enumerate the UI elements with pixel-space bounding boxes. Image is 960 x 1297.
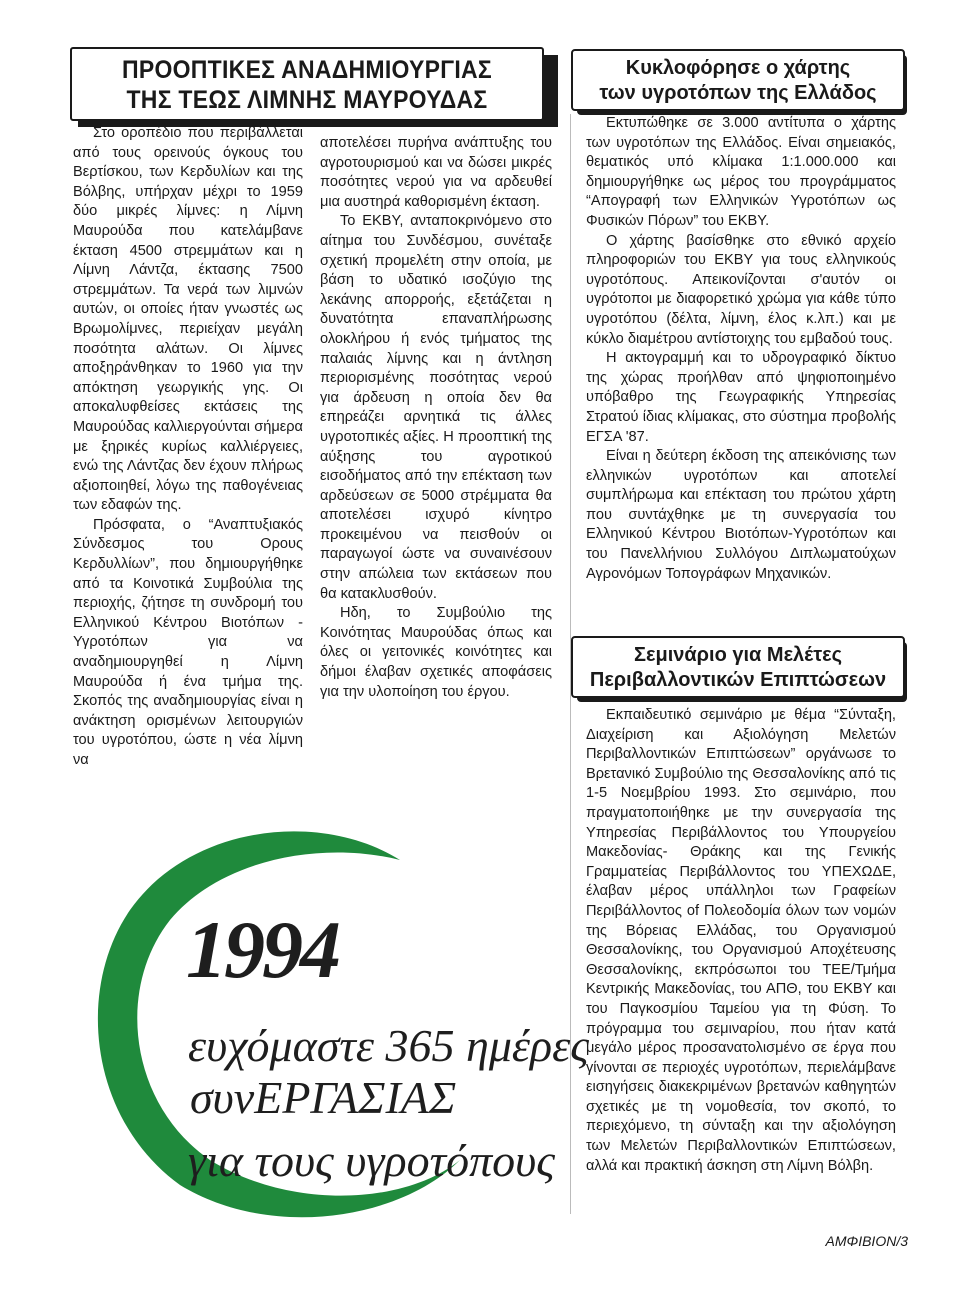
map-news-paragraph: Η ακτογραμμή και το υδρογραφικό δίκτυο της χώρας προήλθαν από ψηφιοποιημένο υπόβαθρο της Γεωγραφικής Υπηρεσίας Στρατού ίδιας κλίμακας, στο σύστημα προβολής ΕΓΣΑ '87. bbox=[586, 350, 896, 445]
article-paragraph: Το ΕΚΒΥ, ανταποκρινόμενο στο αίτημα του Συνδέσμου, συνέταξε σχετική προμελέτη στην οποία, με βάση το υδατικό ισοζύγιο της λεκάνης απορροής, εξετάζεται η δυνατότητα επαναπλήρωσης ολοκλήρου ή ενός τμήματος της παλαιάς λίμνης και η άντληση περιορισμένης ποσότητας νερού για άρδευση η οποία δεν θα επηρεάζει αρνητικά τις άλλες υγροτοπικές αξίες. Η προοπτική της αύξησης του αγροτικού εισοδήματος από την επέκταση των αρδεύσεων σε 5000 στρέμματα θα αποτελέσει ισχυρό κίνητρο προκειμένου να πεισθούν οι παραγωγοί ώστε να συναινέσουν στην απώλεια των εκτάσεων που θα κατακλυσθούν. bbox=[320, 213, 552, 602]
greeting-year: 1994 bbox=[186, 904, 338, 995]
article-paragraph: Στο οροπέδιο που περιβάλλεται από τους ορεινούς όγκους του Βερτίσκου, των Κερδυλίων και της Βόλβης, υπήρχαν μέχρι το 1959 δύο μικρές λίμνες: η Λίμνη Μαυρούδα που κατελάμβανε έκταση 4500 στρεμμάτων και η Λίμνη Λάντζα, έκτασης 7500 στρεμμάτων. Τα νερά των λιμνών αυτών, οι οποίες ήταν γνωστές ως Βρωμολίμνες, περιείχαν μεγάλη ποσότητα αλάτων. Οι λίμνες αποξηράνθηκαν το 1960 για την απόκτηση γεωργικής γης. Οι αποκαλυφθείσες εκτάσεις της Μαυρούδας καλλιεργούνται σήμερα με ξηρικές κυρίως καλλιέργειες, ενώ της Λάντζας δεν έχουν πλήρως αξιοποιηθεί, λόγω της παθογένειας των εδαφών της. bbox=[73, 125, 303, 514]
article-paragraph: αποτελέσει πυρήνα ανάπτυξης του αγροτουρισμού και να δώσει μικρές ποσότητες νερού για να αρδευθεί μια αυστηρά καθορισμένη έκταση. bbox=[320, 135, 552, 210]
greeting-line-1: ευχόμαστε 365 ημέρες bbox=[188, 1020, 589, 1071]
seminar-paragraph: Εκπαιδευτικό σεμινάριο με θέμα “Σύνταξη, Διαχείριση και Αξιολόγηση Μελετών Περιβαλλοντικών Επιπτώσεων” οργάνωσε το Βρετανικό Συμβούλιο της Θεσσαλονίκης από τις 1-5 Νοεμβρίου 1993. Στο σεμινάριο, που πραγματοποιήθηκε με την συνεργασία της Υπηρεσίας Περιβάλλοντος του Υπουργείου Μακεδονίας- Θράκης και της Γενικής Γραμματείας Περιβάλλοντος του ΥΠΕΧΩΔΕ, έλαβαν μέρος υπάλληλοι των Γραφείων Περιβάλλοντος of Πολεοδομία όλων των νομών της Βόρειας Ελλάδας, του Οργανισμού Θεσσαλονίκης, του Οργανισμού Αποχέτευσης Θεσσαλονίκης, εκπρόσωποι του ΤΕΕ/Τμήμα Κεντρικής Μακεδονίας, του ΑΠΘ, του ΕΚΒΥ και του Παγκοσμίου Ταμείου για τη Φύση. Το πρόγραμμα του σεμιναρίου, που ήταν κατά μεγάλο μέρος προσανατολισμένο σε έργα που γίνονται σε περιοχές υγροτόπων, περιελάμβανε εισηγήσεις διακεκριμένων βρετανών καθηγητών σχετικές με τη νομοθεσία, τον σκοπό, το περιεχόμενο, τη σύνταξη και την αξιολόγηση των Μελετών Περιβαλλοντικών Επιπτώσεων, αλλά και πρακτική άσκηση στη Λίμνη Βόλβη. bbox=[586, 707, 896, 1174]
article-title-box bbox=[70, 47, 544, 121]
article-column-2 bbox=[320, 134, 552, 702]
map-news-paragraph: Ο χάρτης βασίσθηκε στο εθνικό αρχείο πληροφοριών του ΕΚΒΥ για τους ελληνικούς υγροτόπους. Απεικονίζονται σ'αυτόν οι υγρότοποι με διαφορετικό χρώμα για κάθε τύπο υγροτόπου (δέλτα, λίμνη, έλος κ.λπ.) και με κύκλο διαμέτρου αντίστοιχης του εμβαδού τους. bbox=[586, 232, 896, 347]
map-news-title-box bbox=[571, 49, 905, 111]
map-news-paragraph: Είναι η δεύτερη έκδοση της απεικόνισης των ελληνικών υγροτόπων και αποτελεί συμπλήρωμα και επέκταση του πρώτου χάρτη που συντάχθηκε με τη συνεργασία του Ελληνικού Κέντρου Βιοτόπων-Υγροτόπων και του Πανελλήνιου Συλλόγου Διπλωματούχων Αγρονόμων Τοπογράφων Μηχανικών. bbox=[586, 448, 896, 582]
seminar-body bbox=[586, 706, 896, 1176]
map-news-body bbox=[586, 114, 896, 584]
map-news-title-line1: Κυκλοφόρησε ο χάρτης bbox=[625, 57, 851, 79]
map-news-title-line2: των υγροτόπων της Ελλάδος bbox=[599, 82, 877, 104]
seminar-title-box bbox=[571, 636, 905, 698]
page-footer: ΑΜΦΙΒΙΟΝ/3 bbox=[825, 1233, 908, 1249]
article-title-line2: ΤΗΣ ΤΕΩΣ ΛΙΜΝΗΣ ΜΑΥΡΟΥΔΑΣ bbox=[126, 86, 488, 114]
map-news-paragraph: Εκτυπώθηκε σε 3.000 αντίτυπα ο χάρτης των υγροτόπων της Ελλάδος. Είναι σημειακός, θεματικός υπό κλίμακα 1:1.000.000 και δημιουργήθηκε ως μέρος του προγράμματος “Απογραφή των Ελληνικών Υγροτόπων ως Φυσικών Πόρων” του ΕΚΒΥ. bbox=[586, 115, 896, 229]
seminar-title-line2: Περιβαλλοντικών Επιπτώσεων bbox=[589, 669, 887, 691]
greeting-line-3: για τους υγροτόπους bbox=[188, 1135, 555, 1186]
seminar-title-line1: Σεμινάριο για Μελέτες bbox=[633, 644, 843, 666]
greeting-line-2: συνΕΡΓΑΣΙΑΣ bbox=[190, 1072, 457, 1123]
article-paragraph: Πρόσφατα, ο “Αναπτυξιακός Σύνδεσμος του Ορους Κερδυλλίων”, που δημιουργήθηκε από τα Κοινοτικά Συμβούλια της περιοχής, ζήτησε τη συνδρομή του Ελληνικού Κέντρου Βιοτόπων - Υγροτόπων για να αναδημιουργηθεί η Λίμνη Μαυρούδα ή ένα τμήμα της. Σκοπός της αναδημιουργίας είναι η ανάκτηση ορισμένων λειτουργιών του υγροτόπου, ώστε η νέα λίμνη να bbox=[73, 516, 303, 768]
article-column-1 bbox=[73, 124, 303, 771]
article-paragraph: Ηδη, το Συμβούλιο της Κοινότητας Μαυρούδας όπως και όλες οι γειτονικές κοινότητες και δήμοι έλαβαν σχετικές αποφάσεις για την υλοποίηση του έργου. bbox=[320, 605, 552, 700]
article-title-line1: ΠΡΟΟΠΤΙΚΕΣ ΑΝΑΔΗΜΙΟΥΡΓΙΑΣ bbox=[121, 56, 493, 84]
